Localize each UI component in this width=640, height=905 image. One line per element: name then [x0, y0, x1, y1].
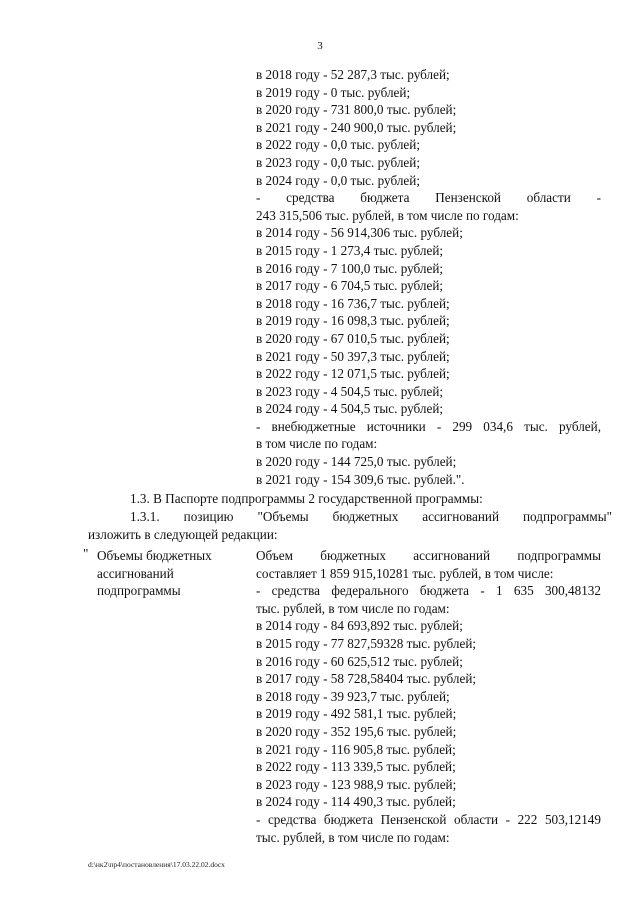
text-line: в 2021 году - 240 900,0 тыс. рублей; — [256, 119, 457, 135]
file-path-footer: d:\нк2\пр4\постановления\17.03.22.02.docx — [88, 860, 225, 869]
label-line: Объемы бюджетных — [97, 548, 212, 563]
text-line: в 2017 году - 58 728,58404 тыс. рублей; — [256, 671, 477, 687]
budget-years-block-1 — [256, 66, 601, 488]
text-line: в 2023 году - 0,0 тыс. рублей; — [256, 154, 421, 170]
text-line: 243 315,506 тыс. рублей, в том числе по годам: — [256, 207, 519, 223]
text-line: в 2020 году - 144 725,0 тыс. рублей; — [256, 454, 457, 470]
text-line: - средства бюджета Пензенской области - — [256, 190, 601, 206]
table-value-cell — [256, 547, 601, 846]
text-line: в 2018 году - 16 736,7 тыс. рублей; — [256, 295, 450, 311]
label-line: подпрограммы — [97, 583, 181, 599]
page-number: 3 — [317, 40, 323, 52]
text-line: в 2024 году - 114 490,3 тыс. рублей; — [256, 794, 456, 810]
text-line: в том числе по годам: — [256, 436, 378, 452]
paragraph-edit-instruction — [88, 526, 278, 544]
text-line: в 2015 году - 1 273,4 тыс. рублей; — [256, 242, 444, 258]
text-line: в 2018 году - 52 287,3 тыс. рублей; — [256, 67, 450, 82]
text-line: в 2016 году - 60 625,512 тыс. рублей; — [256, 653, 463, 669]
text-line: тыс. рублей, в том числе по годам: — [256, 829, 450, 845]
text-line: в 2020 году - 731 800,0 тыс. рублей; — [256, 102, 457, 118]
text-line: - средства федерального бюджета - 1 635 300,48132 — [256, 583, 601, 599]
quote-mark: " — [83, 546, 89, 561]
text-line: в 2023 году - 123 988,9 тыс. рублей; — [256, 776, 457, 792]
text-line: в 2021 году - 50 397,3 тыс. рублей; — [256, 348, 450, 364]
text-line: в 2015 году - 77 827,59328 тыс. рублей; — [256, 635, 477, 651]
paragraph-text: 1.3. В Паспорте подпрограммы 2 государственной программы: — [130, 491, 483, 506]
text-line: в 2023 году - 4 504,5 тыс. рублей; — [256, 383, 444, 399]
text-line: тыс. рублей, в том числе по годам: — [256, 600, 450, 616]
text-line: в 2020 году - 67 010,5 тыс. рублей; — [256, 330, 450, 346]
text-line: в 2014 году - 56 914,306 тыс. рублей; — [256, 225, 463, 241]
text-line: - средства бюджета Пензенской области - 222 503,12149 — [256, 811, 601, 827]
paragraph-text: 1.3.1. позицию "Объемы бюджетных ассигнований подпрограммы" — [130, 509, 612, 524]
label-line: ассигнований — [97, 565, 174, 581]
text-line: в 2017 году - 6 704,5 тыс. рублей; — [256, 278, 444, 294]
text-line: в 2019 году - 492 581,1 тыс. рублей; — [256, 706, 457, 722]
text-line: в 2019 году - 16 098,3 тыс. рублей; — [256, 313, 450, 329]
text-line: в 2014 году - 84 693,892 тыс. рублей; — [256, 618, 463, 634]
text-line: - внебюджетные источники - 299 034,6 тыс. рублей, — [256, 418, 601, 434]
text-line: Объем бюджетных ассигнований подпрограммы — [256, 548, 601, 563]
text-line: в 2020 году - 352 195,6 тыс. рублей; — [256, 723, 457, 739]
text-line: в 2022 году - 113 339,5 тыс. рублей; — [256, 759, 456, 775]
text-line: в 2016 году - 7 100,0 тыс. рублей; — [256, 260, 444, 276]
text-line: в 2024 году - 4 504,5 тыс. рублей; — [256, 401, 444, 417]
text-line: в 2024 году - 0,0 тыс. рублей; — [256, 172, 421, 188]
text-line: в 2022 году - 12 071,5 тыс. рублей; — [256, 366, 450, 382]
text-line: в 2019 году - 0 тыс. рублей; — [256, 84, 411, 100]
text-line: в 2022 году - 0,0 тыс. рублей; — [256, 137, 421, 153]
paragraph-1-3-1 — [130, 508, 612, 526]
paragraph-text: изложить в следующей редакции: — [88, 527, 278, 542]
text-line: в 2021 году - 154 309,6 тыс. рублей.". — [256, 471, 465, 487]
text-line: в 2018 году - 39 923,7 тыс. рублей; — [256, 688, 450, 704]
text-line: в 2021 году - 116 905,8 тыс. рублей; — [256, 741, 456, 757]
text-line: составляет 1 859 915,10281 тыс. рублей, в том числе: — [256, 565, 554, 581]
table-open-quote — [83, 545, 88, 563]
paragraph-1-3 — [130, 490, 483, 508]
table-label-cell — [97, 547, 212, 600]
